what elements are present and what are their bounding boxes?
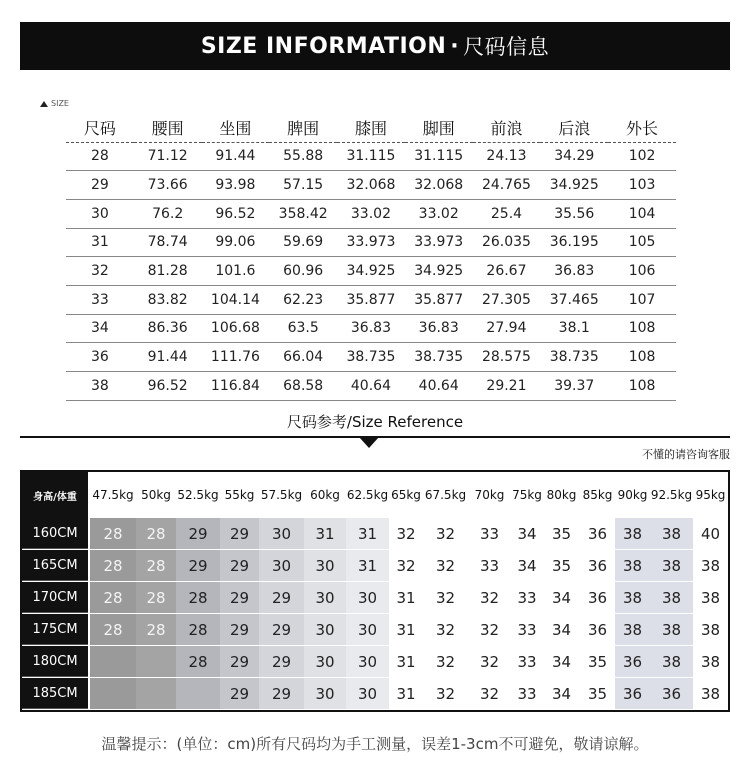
- size-grid-cell: [90, 646, 136, 677]
- weight-header-cell: 50kg: [141, 488, 171, 502]
- size-grid-cell: 38: [693, 582, 728, 613]
- weight-header-cell: 85kg: [582, 488, 613, 502]
- size-grid-cell: 33: [468, 550, 511, 581]
- size-grid-cell: 30: [346, 646, 389, 677]
- size-grid-cell: 29: [259, 646, 304, 677]
- size-grid-cell: 30: [304, 646, 346, 677]
- ask-customer-service: 不懂的请咨询客服: [642, 448, 730, 461]
- size-grid-cell: 30: [346, 614, 389, 645]
- size-grid-cell: 31: [346, 518, 389, 549]
- table-cell: 38: [66, 372, 134, 401]
- size-grid-cell: 33: [511, 646, 543, 677]
- table-cell: 91.44: [134, 343, 202, 372]
- table-cell: 24.765: [473, 171, 541, 200]
- size-grid-cell: 29: [176, 518, 220, 549]
- size-grid-cell: 32: [423, 646, 468, 677]
- table-cell: 62.23: [269, 285, 337, 314]
- size-grid-cell: 32: [389, 518, 423, 549]
- banner-title-cn: 尺码信息: [463, 35, 550, 59]
- size-grid-cell: 33: [468, 518, 511, 549]
- table-cell: 40.64: [405, 372, 473, 401]
- table-cell: 31: [66, 228, 134, 257]
- height-label-cell: 185CM: [22, 678, 88, 709]
- banner-title-en: SIZE INFORMATION: [200, 33, 447, 59]
- table-cell: 104.14: [202, 285, 270, 314]
- table-cell: 34.29: [540, 142, 608, 171]
- size-grid-cell: 33: [511, 678, 543, 709]
- table-cell: 55.88: [269, 142, 337, 171]
- weight-header-cell: 47.5kg: [92, 488, 134, 502]
- table-row: [66, 372, 676, 401]
- table-cell: 32: [66, 257, 134, 286]
- table-cell: 34.925: [337, 257, 405, 286]
- size-grid-cell: 30: [346, 678, 389, 709]
- table-cell: 33.02: [337, 199, 405, 228]
- size-grid-cell: 32: [423, 550, 468, 581]
- size-grid-cell: 31: [389, 614, 423, 645]
- table-cell: 96.52: [134, 372, 202, 401]
- table-cell: 99.06: [202, 228, 270, 257]
- table-cell: 101.6: [202, 257, 270, 286]
- triangle-up-icon: [40, 101, 48, 107]
- table-cell: 111.76: [202, 343, 270, 372]
- size-grid-cell: 28: [176, 614, 220, 645]
- size-grid-cell: 33: [511, 614, 543, 645]
- size-table-header-cell: 脚围: [405, 114, 473, 142]
- table-cell: 60.96: [269, 257, 337, 286]
- size-table-header-cell: 腰围: [134, 114, 202, 142]
- weight-header-cell: 62.5kg: [346, 488, 389, 502]
- size-grid-cell: 29: [220, 614, 259, 645]
- size-grid-cell: 35: [543, 550, 580, 581]
- table-cell: 33: [66, 285, 134, 314]
- size-grid-cell: 30: [304, 678, 346, 709]
- height-label-cell: 170CM: [22, 582, 88, 613]
- size-table-body: [66, 142, 676, 400]
- size-grid-cell: 29: [220, 550, 259, 581]
- size-grid-cell: 28: [90, 614, 136, 645]
- table-row: [66, 171, 676, 200]
- table-cell: 28.575: [473, 343, 541, 372]
- weight-header-cell: 55kg: [224, 488, 255, 502]
- weight-header-cell: 67.5kg: [424, 488, 467, 502]
- size-grid-cell: [136, 646, 176, 677]
- table-cell: 33.973: [405, 228, 473, 257]
- table-cell: 26.67: [473, 257, 541, 286]
- table-cell: 91.44: [202, 142, 270, 171]
- table-cell: 34.925: [540, 171, 608, 200]
- size-grid-cell: [90, 678, 136, 709]
- size-grid-cell: 29: [220, 582, 259, 613]
- size-grid-cell: 36: [615, 678, 650, 709]
- size-grid-cell: 30: [259, 518, 304, 549]
- size-grid-cell: 38: [650, 550, 693, 581]
- table-row: [66, 314, 676, 343]
- size-grid-cell: 31: [389, 582, 423, 613]
- size-table: [66, 114, 676, 401]
- size-table-header-cell: 外长: [608, 114, 676, 142]
- table-cell: 116.84: [202, 372, 270, 401]
- size-grid-cell: 38: [693, 678, 728, 709]
- title-banner: [20, 22, 730, 70]
- size-grid-cell: 38: [650, 614, 693, 645]
- table-cell: 26.035: [473, 228, 541, 257]
- table-cell: 93.98: [202, 171, 270, 200]
- table-cell: 104: [608, 199, 676, 228]
- table-cell: 108: [608, 372, 676, 401]
- size-grid-cell: 38: [615, 614, 650, 645]
- table-row: [66, 285, 676, 314]
- height-label-cell: 160CM: [22, 518, 88, 549]
- table-cell: 39.37: [540, 372, 608, 401]
- table-cell: 103: [608, 171, 676, 200]
- weight-header-cell: 92.5kg: [650, 488, 693, 502]
- table-cell: 57.15: [269, 171, 337, 200]
- size-grid-cell: 36: [580, 582, 615, 613]
- table-cell: 71.12: [134, 142, 202, 171]
- size-grid-cell: 38: [693, 550, 728, 581]
- table-cell: 108: [608, 314, 676, 343]
- table-cell: 102: [608, 142, 676, 171]
- weight-header-cell: 60kg: [310, 488, 340, 502]
- size-grid-cell: 29: [220, 646, 259, 677]
- size-grid-cell: 32: [468, 582, 511, 613]
- size-grid-cell: 36: [580, 518, 615, 549]
- size-grid-cell: 38: [650, 518, 693, 549]
- size-grid-cell: 28: [136, 614, 176, 645]
- table-cell: 36: [66, 343, 134, 372]
- size-grid-cell: 28: [176, 582, 220, 613]
- table-cell: 32.068: [405, 171, 473, 200]
- size-table-header-cell: 膝围: [337, 114, 405, 142]
- size-grid-cell: 34: [511, 550, 543, 581]
- size-table-header-cell: 前浪: [473, 114, 541, 142]
- table-cell: 35.56: [540, 199, 608, 228]
- table-cell: 63.5: [269, 314, 337, 343]
- size-grid-cell: 38: [615, 518, 650, 549]
- table-cell: 30: [66, 199, 134, 228]
- size-grid-cell: 30: [346, 582, 389, 613]
- table-cell: 33.02: [405, 199, 473, 228]
- table-cell: 25.4: [473, 199, 541, 228]
- size-grid-cell: 36: [580, 550, 615, 581]
- size-grid-cell: 28: [136, 518, 176, 549]
- table-cell: 28: [66, 142, 134, 171]
- table-cell: 107: [608, 285, 676, 314]
- table-cell: 34: [66, 314, 134, 343]
- weight-header-cell: 70kg: [474, 488, 505, 502]
- weight-header-cell: 52.5kg: [177, 488, 219, 502]
- height-label-cell: 180CM: [22, 646, 88, 677]
- size-grid-cell: 29: [176, 550, 220, 581]
- size-grid-cell: 38: [693, 614, 728, 645]
- table-cell: 34.925: [405, 257, 473, 286]
- table-cell: 36.195: [540, 228, 608, 257]
- size-grid-cell: 34: [543, 678, 580, 709]
- weight-header-row: [22, 472, 728, 518]
- size-table-header-cell: 坐围: [202, 114, 270, 142]
- size-grid-cell: 36: [580, 614, 615, 645]
- size-grid-cell: 29: [259, 614, 304, 645]
- table-cell: 66.04: [269, 343, 337, 372]
- size-grid-cell: 32: [423, 678, 468, 709]
- table-cell: 73.66: [134, 171, 202, 200]
- size-grid-cell: [176, 678, 220, 709]
- table-cell: 106.68: [202, 314, 270, 343]
- size-grid-cell: 29: [259, 678, 304, 709]
- size-grid-cell: 31: [304, 518, 346, 549]
- table-cell: 105: [608, 228, 676, 257]
- table-cell: 36.83: [405, 314, 473, 343]
- size-grid-cell: 32: [468, 646, 511, 677]
- size-grid-cell: 30: [304, 550, 346, 581]
- table-cell: 38.735: [540, 343, 608, 372]
- table-cell: 24.13: [473, 142, 541, 171]
- table-cell: 36.83: [337, 314, 405, 343]
- table-cell: 358.42: [269, 199, 337, 228]
- table-row: [66, 343, 676, 372]
- table-cell: 27.305: [473, 285, 541, 314]
- size-grid-cell: 28: [90, 518, 136, 549]
- table-row: [66, 228, 676, 257]
- size-grid-cell: 29: [220, 518, 259, 549]
- table-cell: 31.115: [337, 142, 405, 171]
- size-grid-cell: 32: [423, 614, 468, 645]
- table-cell: 96.52: [202, 199, 270, 228]
- table-row: [66, 257, 676, 286]
- size-table-header: [66, 114, 676, 142]
- size-grid-cell: 35: [543, 518, 580, 549]
- table-cell: 29.21: [473, 372, 541, 401]
- table-cell: 37.465: [540, 285, 608, 314]
- size-grid-cell: 29: [220, 678, 259, 709]
- size-grid-cell: 34: [543, 646, 580, 677]
- size-grid-cell: 36: [615, 646, 650, 677]
- size-grid-cell: 30: [259, 550, 304, 581]
- size-grid-cell: 28: [90, 582, 136, 613]
- size-grid-cell: 34: [511, 518, 543, 549]
- table-cell: 59.69: [269, 228, 337, 257]
- table-cell: 68.58: [269, 372, 337, 401]
- size-reference-chart: [20, 470, 730, 712]
- banner-separator: ·: [450, 33, 460, 59]
- table-cell: 86.36: [134, 314, 202, 343]
- size-grid-cell: 34: [543, 614, 580, 645]
- size-grid-cell: 29: [259, 582, 304, 613]
- size-grid-cell: 32: [468, 678, 511, 709]
- height-weight-corner: 身高/体重: [22, 472, 88, 518]
- table-cell: 108: [608, 343, 676, 372]
- table-cell: 40.64: [337, 372, 405, 401]
- table-row: [66, 199, 676, 228]
- measurement-note: 温馨提示：(单位：cm)所有尺码均为手工测量，误差1-3cm不可避免，敬请谅解。: [101, 735, 649, 753]
- table-cell: 29: [66, 171, 134, 200]
- size-grid-cell: 40: [693, 518, 728, 549]
- size-grid-cell: 28: [176, 646, 220, 677]
- table-cell: 81.28: [134, 257, 202, 286]
- table-cell: 33.973: [337, 228, 405, 257]
- weight-header-cell: 95kg: [695, 488, 726, 502]
- size-grid-cell: 38: [615, 550, 650, 581]
- weight-header-cell: 90kg: [617, 488, 648, 502]
- size-grid-cell: 31: [346, 550, 389, 581]
- table-cell: 35.877: [405, 285, 473, 314]
- size-table-header-cell: 后浪: [540, 114, 608, 142]
- table-cell: 27.94: [473, 314, 541, 343]
- size-grid-cell: 35: [580, 678, 615, 709]
- table-cell: 38.735: [337, 343, 405, 372]
- table-cell: 38.1: [540, 314, 608, 343]
- table-cell: 31.115: [405, 142, 473, 171]
- size-grid-cell: 32: [389, 550, 423, 581]
- size-grid-cell: 38: [693, 646, 728, 677]
- size-grid-cell: 32: [468, 614, 511, 645]
- size-tag-label: SIZE: [51, 99, 69, 108]
- size-grid-cell: 30: [304, 582, 346, 613]
- size-grid-cell: 28: [136, 550, 176, 581]
- table-cell: 35.877: [337, 285, 405, 314]
- size-grid-cell: 31: [389, 646, 423, 677]
- size-grid-cell: 28: [136, 582, 176, 613]
- size-reference-title: 尺码参考/Size Reference: [286, 413, 464, 431]
- size-grid-cell: 30: [304, 614, 346, 645]
- size-table-header-cell: 尺码: [66, 114, 134, 142]
- weight-header-cell: 75kg: [512, 488, 542, 502]
- size-tag: [40, 99, 69, 108]
- table-cell: 38.735: [405, 343, 473, 372]
- height-label-cell: 175CM: [22, 614, 88, 645]
- size-grid-cell: [136, 678, 176, 709]
- height-label-cell: 165CM: [22, 550, 88, 581]
- triangle-down-icon: [359, 437, 379, 448]
- size-grid-cell: 38: [650, 646, 693, 677]
- size-table-header-cell: 脾围: [269, 114, 337, 142]
- size-grid-cell: 31: [389, 678, 423, 709]
- table-cell: 78.74: [134, 228, 202, 257]
- size-grid-cell: 32: [423, 518, 468, 549]
- table-cell: 76.2: [134, 199, 202, 228]
- weight-header-cell: 57.5kg: [260, 488, 303, 502]
- table-cell: 83.82: [134, 285, 202, 314]
- size-grid-cell: 35: [580, 646, 615, 677]
- size-grid-cell: 32: [423, 582, 468, 613]
- table-cell: 32.068: [337, 171, 405, 200]
- size-grid-cell: 34: [543, 582, 580, 613]
- size-grid-cell: 28: [90, 550, 136, 581]
- size-grid-cell: 33: [511, 582, 543, 613]
- size-grid-cell: 38: [650, 582, 693, 613]
- table-cell: 106: [608, 257, 676, 286]
- size-grid-cell: 38: [615, 582, 650, 613]
- weight-header-cell: 80kg: [546, 488, 577, 502]
- table-cell: 36.83: [540, 257, 608, 286]
- table-row: [66, 142, 676, 171]
- size-grid-cell: 36: [650, 678, 693, 709]
- weight-header-cell: 65kg: [391, 488, 421, 502]
